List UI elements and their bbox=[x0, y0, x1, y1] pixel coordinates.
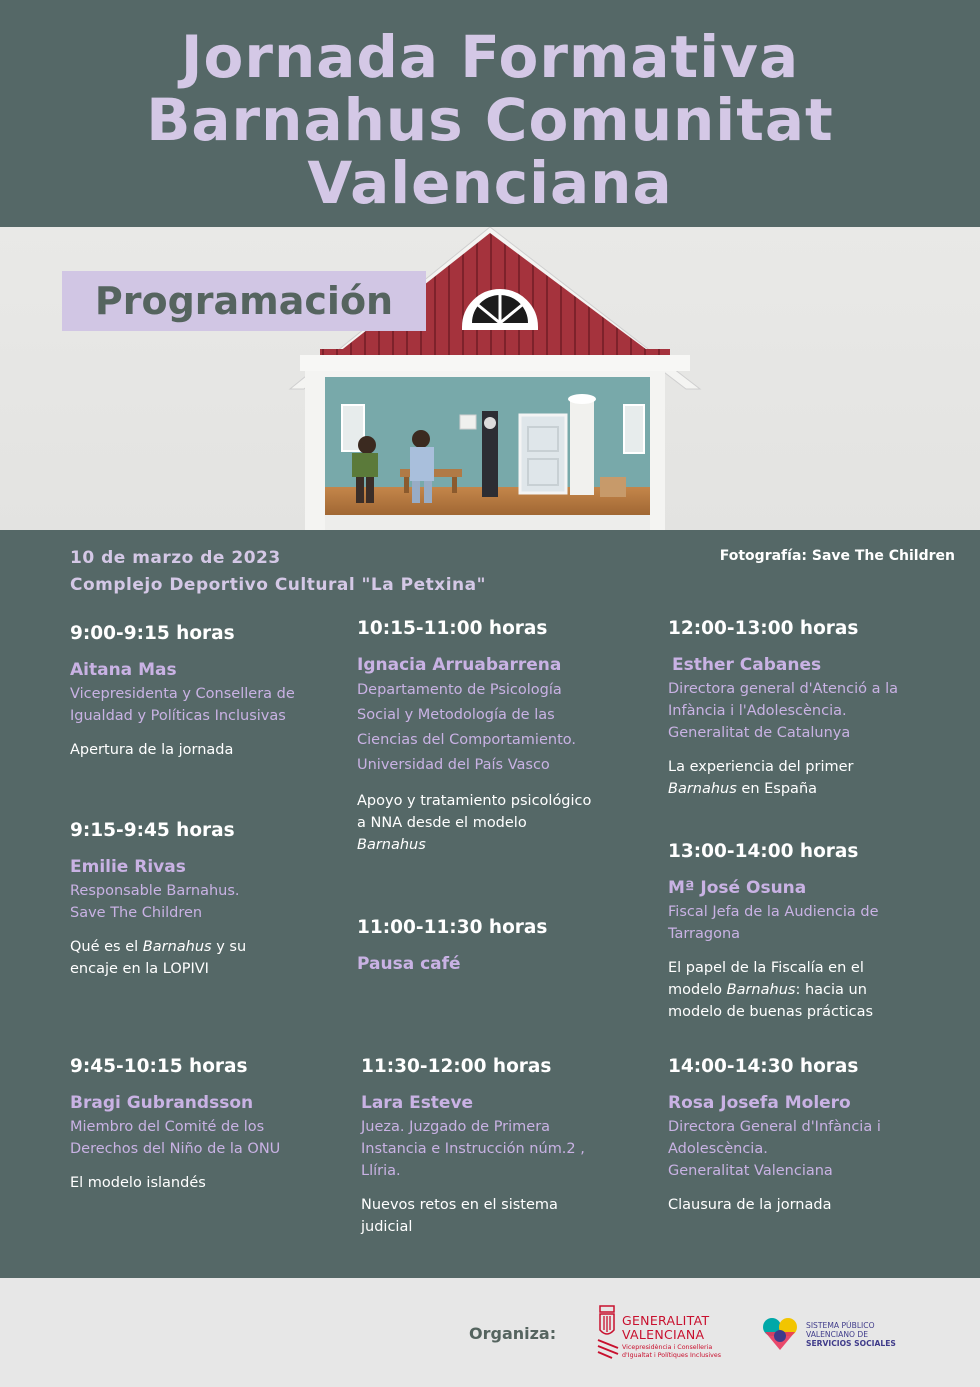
title-line-2: Barnahus Comunitat bbox=[146, 86, 834, 154]
slot-description: Apertura de la jornada bbox=[70, 742, 234, 758]
slot-role-line: Generalitat Valenciana bbox=[668, 1163, 833, 1179]
slot-time: 11:00-11:30 horas bbox=[357, 917, 548, 938]
slot-role-line: Save The Children bbox=[70, 905, 203, 921]
slot-role-line: Llíria. bbox=[361, 1163, 401, 1179]
slot-time: 13:00-14:00 horas bbox=[668, 841, 859, 862]
slot-time: 9:45-10:15 horas bbox=[70, 1056, 248, 1077]
gv-name-line2: VALENCIANA bbox=[622, 1327, 705, 1342]
slot-time: 11:30-12:00 horas bbox=[361, 1056, 552, 1077]
slot-role-line: Jueza. Juzgado de Primera bbox=[361, 1119, 551, 1135]
slot-role-line: Social y Metodología de las bbox=[357, 707, 555, 723]
slot-time: 14:00-14:30 horas bbox=[668, 1056, 859, 1077]
slot-description: El modelo islandés bbox=[70, 1175, 206, 1191]
slot-role-line: Derechos del Niño de la ONU bbox=[70, 1141, 281, 1157]
slot-time: 12:00-13:00 horas bbox=[668, 618, 859, 639]
slot-speaker: Esther Cabanes bbox=[672, 655, 822, 675]
title-line-3: Valenciana bbox=[307, 149, 673, 217]
slot-role-line: Fiscal Jefa de la Audiencia de bbox=[668, 904, 879, 920]
generalitat-valenciana-logo bbox=[596, 1304, 736, 1364]
slot-role-line: Departamento de Psicología bbox=[357, 682, 562, 698]
footer bbox=[0, 1278, 980, 1387]
header bbox=[0, 0, 980, 227]
slot-description: Nuevos retos en el sistema judicial bbox=[361, 1197, 558, 1235]
slot-role-line: Directora general d'Atenció a la bbox=[668, 681, 899, 697]
slot-speaker: Mª José Osuna bbox=[668, 878, 807, 898]
sps-line3: SERVICIOS SOCIALES bbox=[806, 1339, 896, 1348]
gv-name-line1: GENERALITAT bbox=[622, 1313, 710, 1328]
slot-role-line: Miembro del Comité de los bbox=[70, 1119, 265, 1135]
slot-description: La experiencia del primer Barnahus en España bbox=[668, 759, 854, 797]
slot-role-line: Infància i l'Adolescència. bbox=[668, 703, 847, 719]
title-line-1: Jornada Formativa bbox=[180, 23, 800, 91]
slot-time: 9:15-9:45 horas bbox=[70, 820, 235, 841]
hearts-logo-icon bbox=[762, 1316, 800, 1352]
schedule-slot-5 bbox=[357, 917, 617, 977]
schedule-slot-6 bbox=[361, 1056, 621, 1238]
gv-subtitle-line2: d'Igualtat i Polítiques Inclusives bbox=[622, 1352, 721, 1359]
slot-description: Apoyo y tratamiento psicológico a NNA desde el modelo Barnahus bbox=[357, 793, 592, 853]
schedule-slot-3 bbox=[70, 1056, 330, 1194]
slot-speaker: Rosa Josefa Molero bbox=[668, 1093, 851, 1113]
page-title bbox=[0, 23, 980, 217]
schedule-slot-1 bbox=[70, 623, 330, 761]
slot-role-line: Igualdad y Políticas Inclusivas bbox=[70, 708, 286, 724]
schedule-slot-9 bbox=[668, 1056, 958, 1216]
slot-speaker: Emilie Rivas bbox=[70, 857, 186, 877]
slot-speaker: Lara Esteve bbox=[361, 1093, 474, 1113]
slot-time: 9:00-9:15 horas bbox=[70, 623, 235, 644]
slot-role-line: Generalitat de Catalunya bbox=[668, 725, 851, 741]
schedule-slot-7 bbox=[668, 618, 958, 800]
sps-line1: SISTEMA PÚBLICO bbox=[806, 1321, 875, 1330]
slot-role-line: Vicepresidenta y Consellera de bbox=[70, 686, 295, 702]
coat-of-arms-icon bbox=[596, 1304, 620, 1360]
programacion-label bbox=[62, 271, 426, 331]
schedule-slot-4 bbox=[357, 618, 617, 856]
slot-role-line: Ciencias del Comportamiento. bbox=[357, 732, 576, 748]
organiza-label: Organiza: bbox=[469, 1324, 557, 1343]
slot-description: Qué es el Barnahus y su encaje en la LOPIVI bbox=[70, 939, 247, 977]
slot-role-line: Responsable Barnahus. bbox=[70, 883, 240, 899]
event-date: 10 de marzo de 2023 bbox=[70, 548, 281, 568]
gv-subtitle-line1: Vicepresidència i Conselleria bbox=[622, 1344, 713, 1351]
slot-speaker: Ignacia Arruabarrena bbox=[357, 655, 562, 675]
servicios-sociales-logo bbox=[762, 1316, 922, 1356]
slot-role-line: Tarragona bbox=[668, 926, 741, 942]
event-venue: Complejo Deportivo Cultural "La Petxina" bbox=[70, 575, 486, 595]
photo-credit: Fotografía: Save The Children bbox=[719, 548, 955, 564]
sps-line2: VALENCIANO DE bbox=[806, 1330, 869, 1339]
slot-speaker: Bragi Gubrandsson bbox=[70, 1093, 254, 1113]
slot-time: 10:15-11:00 horas bbox=[357, 618, 548, 639]
slot-speaker: Pausa café bbox=[357, 954, 461, 974]
slot-description: El papel de la Fiscalía en el modelo Barnahus: hacia un modelo de buenas prácticas bbox=[668, 960, 874, 1020]
slot-role-line: Universidad del País Vasco bbox=[357, 757, 550, 773]
slot-role-line: Directora General d'Infància i bbox=[668, 1119, 881, 1135]
slot-role-line: Instancia e Instrucción núm.2 , bbox=[361, 1141, 585, 1157]
slot-role-line: Adolescència. bbox=[668, 1141, 768, 1157]
slot-speaker: Aitana Mas bbox=[70, 660, 177, 680]
schedule-slot-8 bbox=[668, 841, 958, 1023]
programacion-text: Programación bbox=[94, 279, 394, 323]
slot-description: Clausura de la jornada bbox=[668, 1197, 832, 1213]
dollhouse-photo bbox=[0, 227, 980, 530]
schedule-slot-2 bbox=[70, 820, 330, 980]
